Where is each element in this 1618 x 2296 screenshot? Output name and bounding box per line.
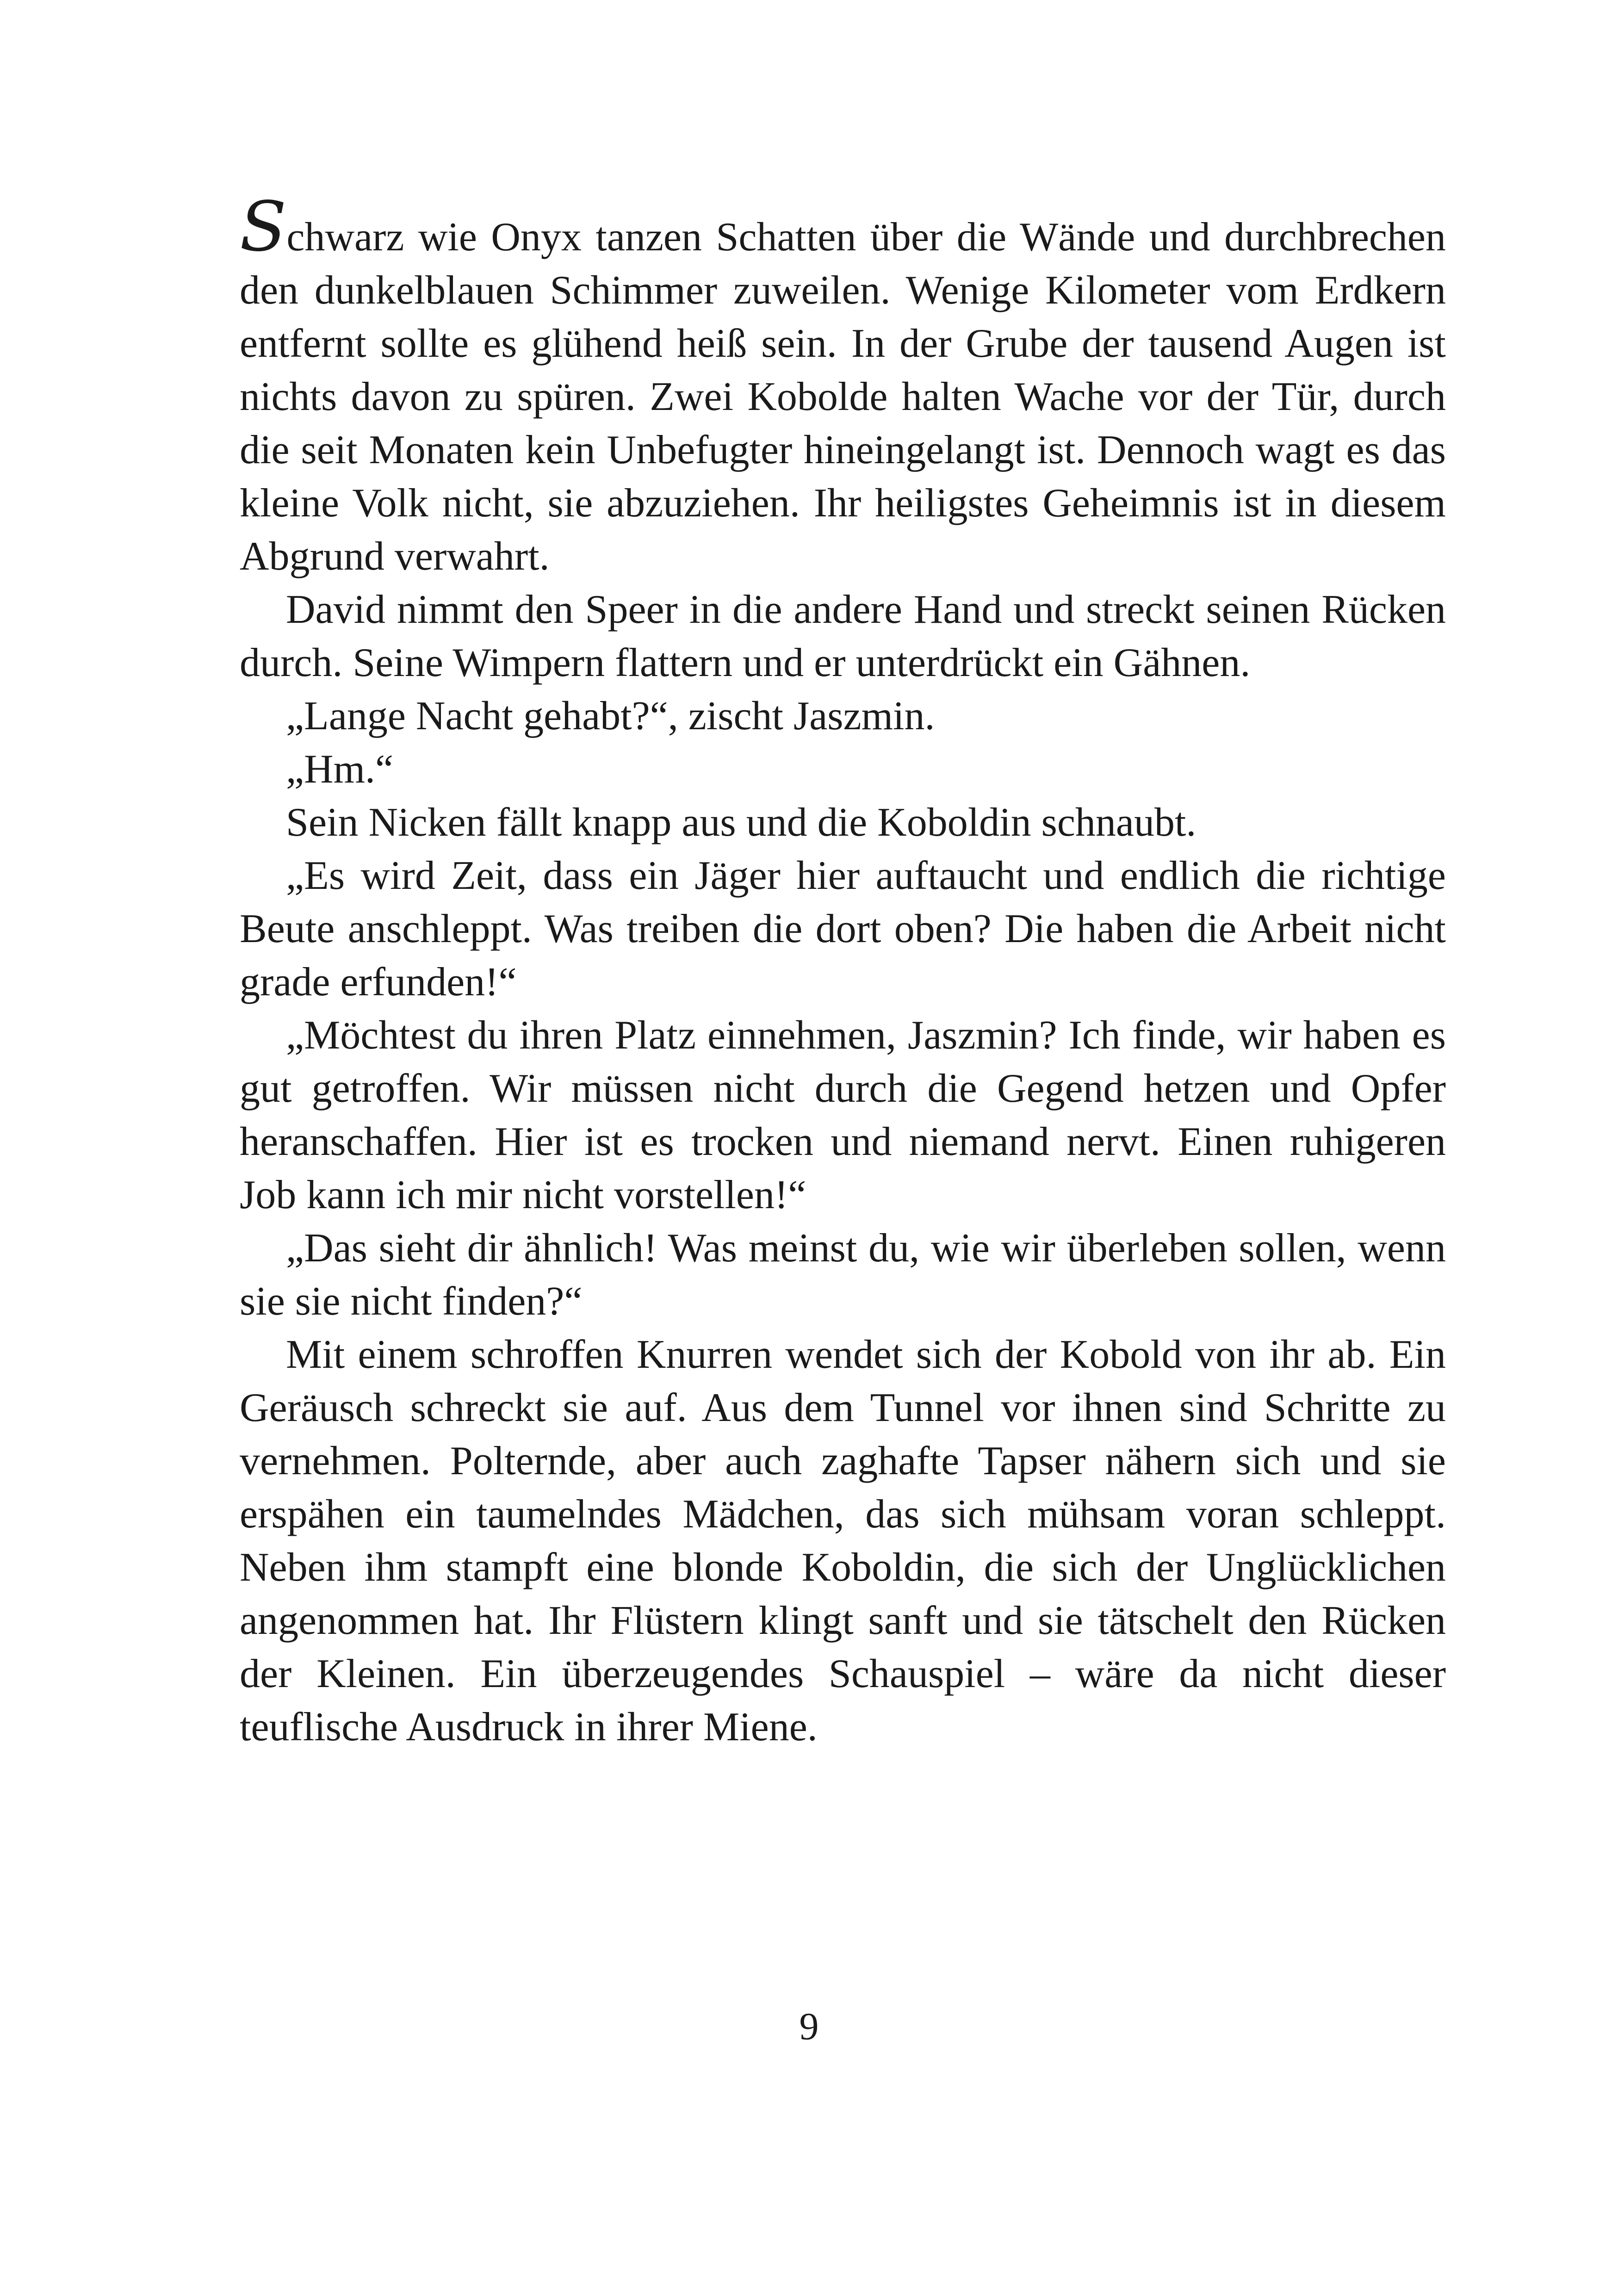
page-number: 9	[799, 2005, 819, 2048]
paragraph: Sein Nicken fällt knapp aus und die Koboldin schnaubt.	[286, 800, 1196, 845]
paragraph: „Das sieht dir ähnlich! Was meinst du, wie wir überleben sollen, wenn sie sie nicht finden?“	[240, 1226, 1446, 1324]
paragraph: David nimmt den Speer in die andere Hand und streckt seinen Rücken durch. Seine Wimpern flattern und er unterdrückt ein Gähnen.	[240, 587, 1446, 685]
paragraph: Mit einem schroffen Knurren wendet sich der Kobold von ihr ab. Ein Geräusch schreckt sie auf. Aus dem Tunnel vor ihnen sind Schritte zu vernehmen. Polternde, aber auch zaghafte Tapser nähern sich und sie erspähen ein taumelndes Mädchen, das sich mühsam voran schleppt. Neben ihm stampft eine blonde Koboldin, die sich der Unglücklichen angenommen hat. Ihr Flüstern klingt sanft und sie tätschelt den Rücken der Kleinen. Ein überzeugendes Schauspiel – wäre da nicht dieser teuflische Ausdruck in ihrer Miene.	[240, 1332, 1446, 1750]
body-text	[240, 187, 1446, 1754]
opening-paragraph	[240, 187, 1446, 583]
paragraph: „Es wird Zeit, dass ein Jäger hier auftaucht und endlich die richtige Beute anschleppt. Was treiben die dort oben? Die haben die Arbeit nicht grade erfunden!“	[240, 853, 1446, 1005]
drop-cap: S	[240, 187, 287, 267]
paragraph: „Möchtest du ihren Platz einnehmen, Jaszmin? Ich finde, wir haben es gut getroffen. Wir müssen nicht durch die Gegend hetzen und Opfer heranschaffen. Hier ist es trocken und niemand nervt. Einen ruhigeren Job kann ich mir nicht vorstellen!“	[240, 1013, 1446, 1217]
opening-paragraph-text: chwarz wie Onyx tanzen Schatten über die Wände und durchbrechen den dunkelblauen Schimmer zuweilen. Wenige Kilometer vom Erdkern entfernt sollte es glühend heiß sein. In der Grube der tausend Augen ist nichts davon zu spüren. Zwei Kobolde halten Wache vor der Tür, durch die seit Monaten kein Unbefugter hineingelangt ist. Dennoch wagt es das kleine Volk nicht, sie abzuziehen. Ihr heiligstes Geheimnis ist in diesem Abgrund verwahrt.	[240, 215, 1446, 579]
paragraph: „Hm.“	[286, 747, 394, 792]
paragraph: „Lange Nacht gehabt?“, zischt Jaszmin.	[286, 694, 935, 738]
